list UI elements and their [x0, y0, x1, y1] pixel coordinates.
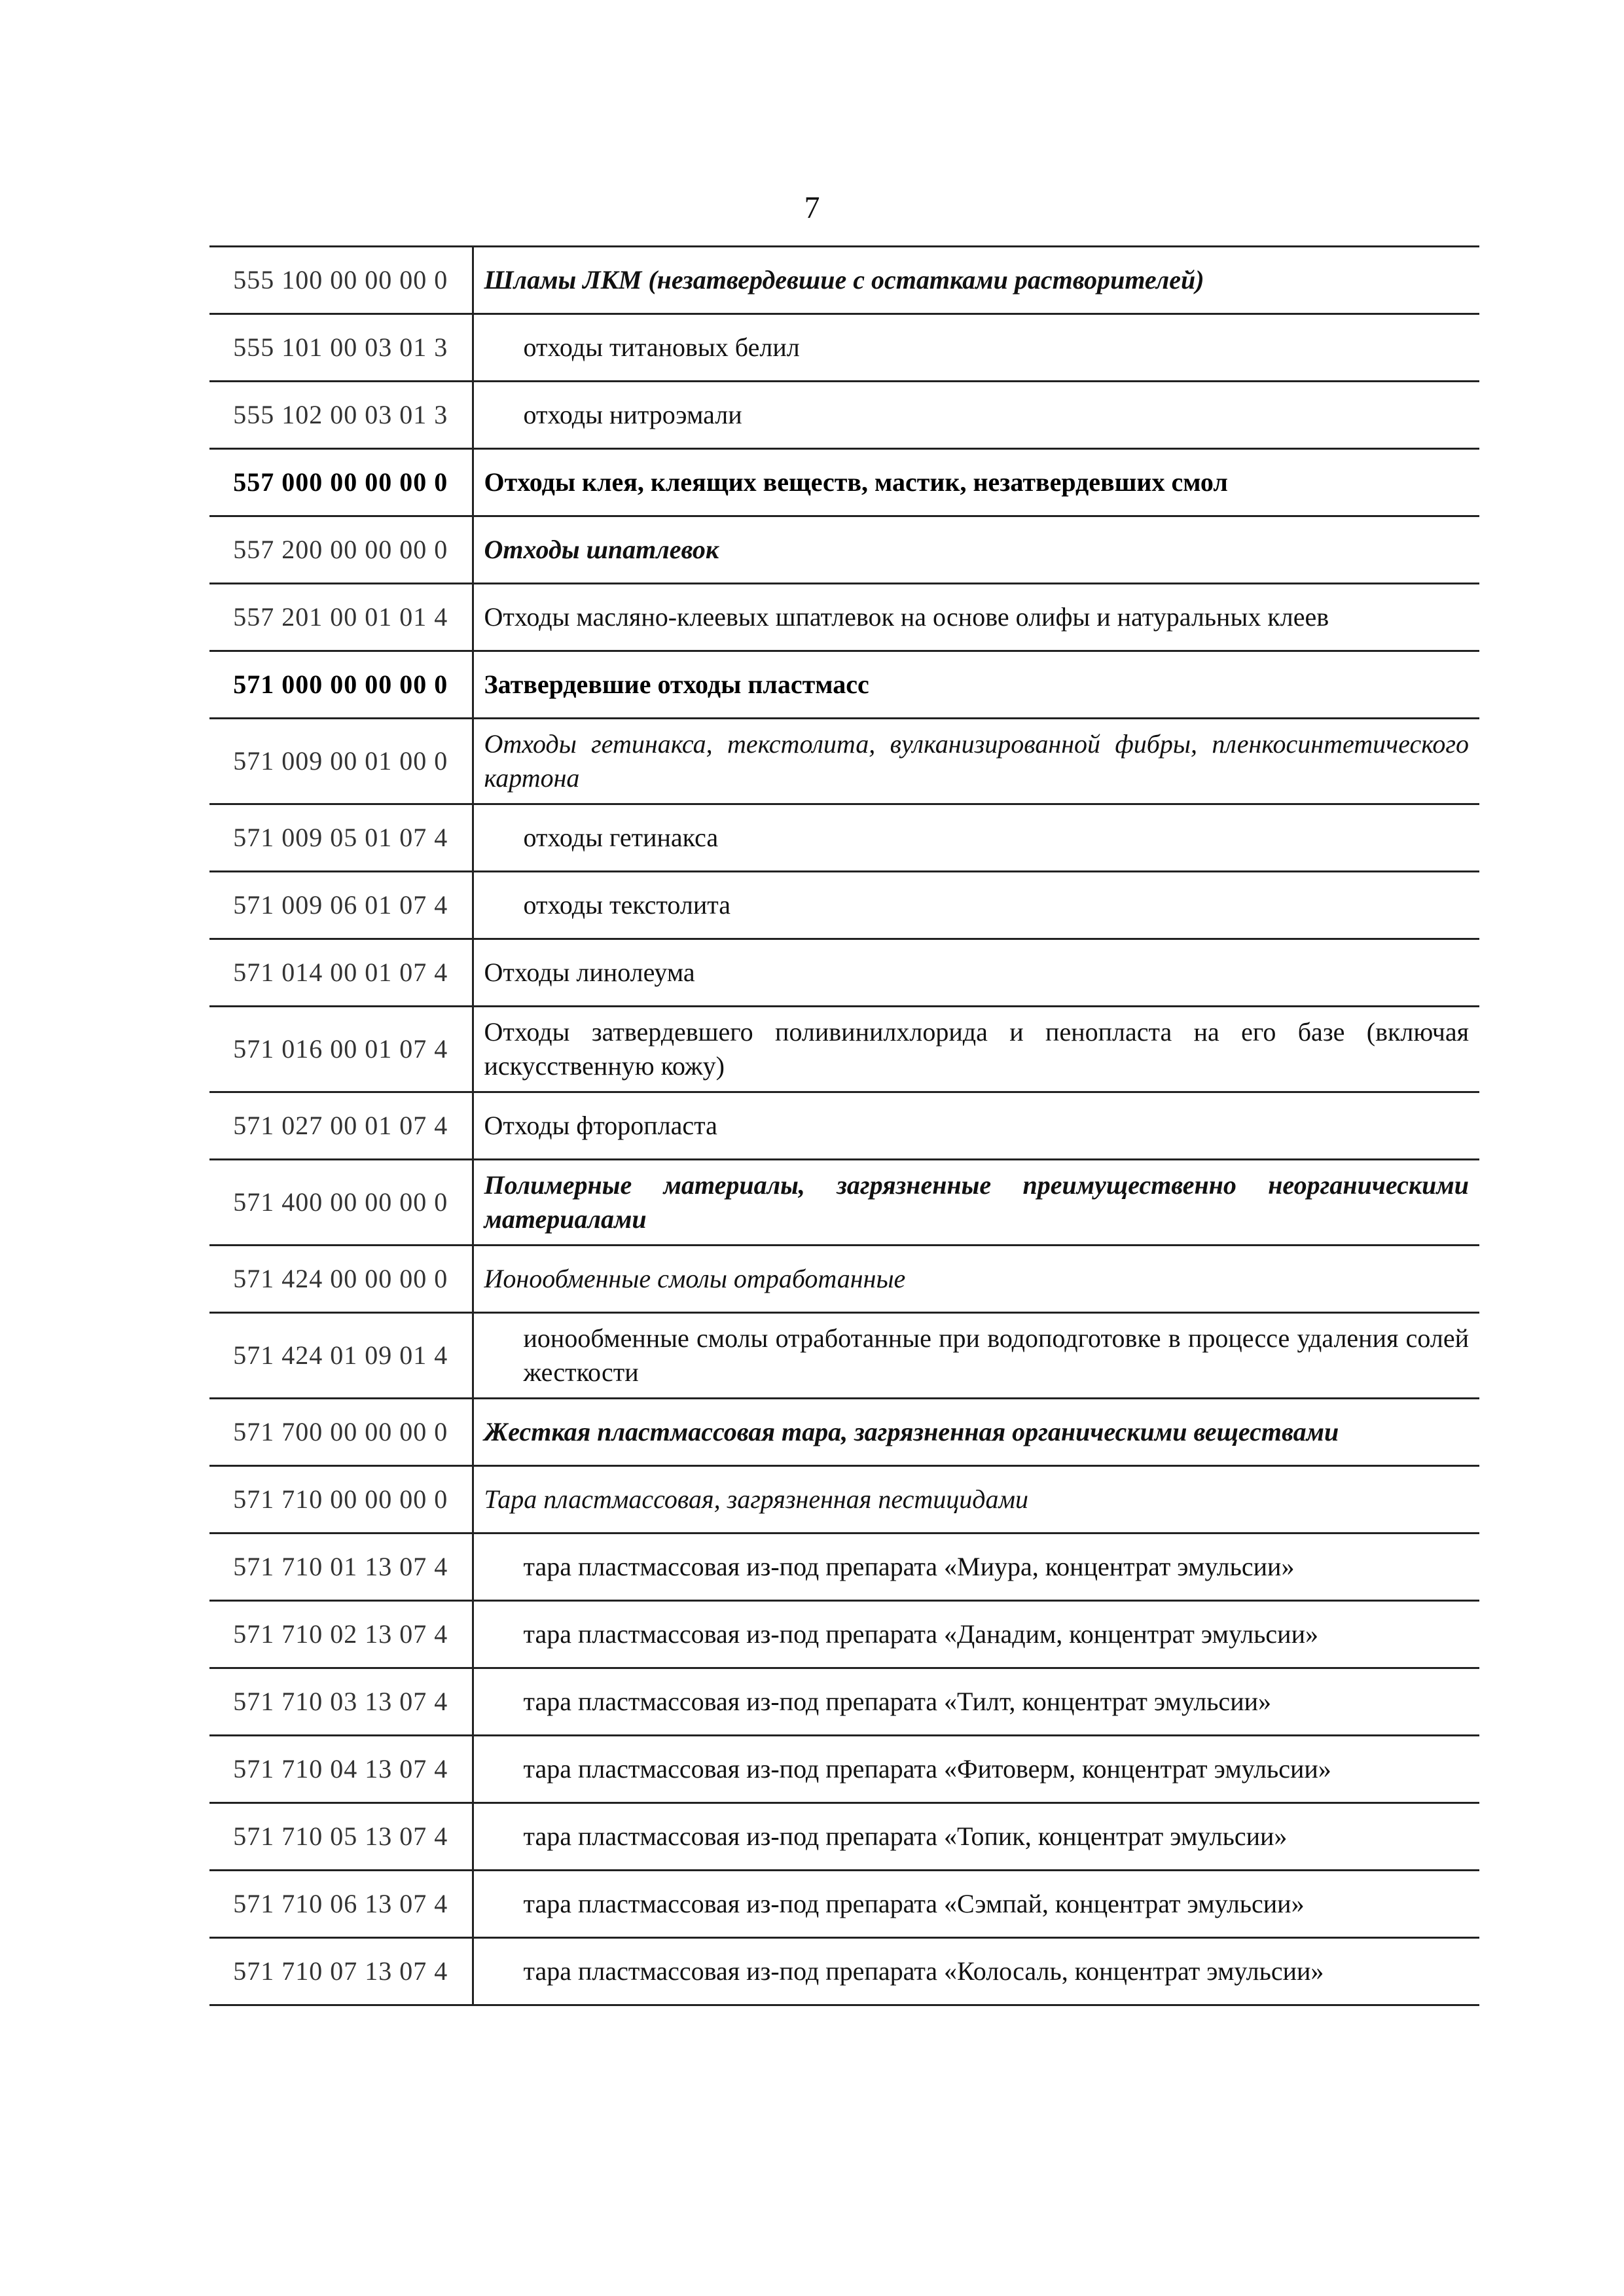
waste-description: отходы титановых белил — [473, 314, 1479, 382]
table-row — [209, 1938, 1479, 2005]
waste-description: Отходы шпатлевок — [473, 516, 1479, 584]
waste-description: тара пластмассовая из-под препарата «Топик, концентрат эмульсии» — [473, 1803, 1479, 1871]
waste-description: Шламы ЛКМ (незатвердевшие с остатками растворителей) — [473, 247, 1479, 314]
table-row — [209, 719, 1479, 804]
waste-code: 571 710 04 13 07 4 — [209, 1736, 473, 1803]
table-row — [209, 1399, 1479, 1466]
waste-code: 571 016 00 01 07 4 — [209, 1007, 473, 1092]
waste-code: 571 009 05 01 07 4 — [209, 804, 473, 872]
waste-description: тара пластмассовая из-под препарата «Колосаль, концентрат эмульсии» — [473, 1938, 1479, 2005]
table-row — [209, 939, 1479, 1007]
waste-code: 571 710 03 13 07 4 — [209, 1668, 473, 1736]
waste-description: Ионообменные смолы отработанные — [473, 1246, 1479, 1313]
table-row — [209, 584, 1479, 651]
waste-code: 557 201 00 01 01 4 — [209, 584, 473, 651]
table-row — [209, 1803, 1479, 1871]
waste-description: Отходы затвердевшего поливинилхлорида и пенопласта на его базе (включая искусственную кожу) — [473, 1007, 1479, 1092]
waste-description: отходы гетинакса — [473, 804, 1479, 872]
waste-description: Тара пластмассовая, загрязненная пестицидами — [473, 1466, 1479, 1534]
waste-code: 571 710 01 13 07 4 — [209, 1534, 473, 1601]
waste-description: тара пластмассовая из-под препарата «Данадим, концентрат эмульсии» — [473, 1601, 1479, 1668]
table-row — [209, 314, 1479, 382]
waste-description: отходы нитроэмали — [473, 382, 1479, 449]
table-row — [209, 804, 1479, 872]
waste-code: 571 700 00 00 00 0 — [209, 1399, 473, 1466]
waste-code: 571 009 06 01 07 4 — [209, 872, 473, 939]
waste-code: 571 009 00 01 00 0 — [209, 719, 473, 804]
page-number: 7 — [804, 190, 820, 225]
table-row — [209, 1601, 1479, 1668]
waste-description: Отходы клея, клеящих веществ, мастик, незатвердевших смол — [473, 449, 1479, 516]
waste-code: 571 027 00 01 07 4 — [209, 1092, 473, 1160]
waste-code: 571 014 00 01 07 4 — [209, 939, 473, 1007]
waste-description: Затвердевшие отходы пластмасс — [473, 651, 1479, 719]
waste-description: Отходы масляно-клеевых шпатлевок на основе олифы и натуральных клеев — [473, 584, 1479, 651]
table-row — [209, 1466, 1479, 1534]
table-row — [209, 1007, 1479, 1092]
table-row — [209, 1160, 1479, 1246]
waste-description: Полимерные материалы, загрязненные преимущественно неорганическими материалами — [473, 1160, 1479, 1246]
table-row — [209, 516, 1479, 584]
waste-code: 557 200 00 00 00 0 — [209, 516, 473, 584]
table-row — [209, 1668, 1479, 1736]
waste-description: тара пластмассовая из-под препарата «Тилт, концентрат эмульсии» — [473, 1668, 1479, 1736]
waste-description: Отходы линолеума — [473, 939, 1479, 1007]
waste-code: 571 424 01 09 01 4 — [209, 1313, 473, 1399]
waste-code: 571 000 00 00 00 0 — [209, 651, 473, 719]
waste-code: 571 710 05 13 07 4 — [209, 1803, 473, 1871]
waste-description: ионообменные смолы отработанные при водоподготовке в процессе удаления солей жесткости — [473, 1313, 1479, 1399]
table-row — [209, 247, 1479, 314]
waste-description: тара пластмассовая из-под препарата «Миура, концентрат эмульсии» — [473, 1534, 1479, 1601]
waste-code: 557 000 00 00 00 0 — [209, 449, 473, 516]
waste-code: 571 710 02 13 07 4 — [209, 1601, 473, 1668]
waste-code: 571 710 00 00 00 0 — [209, 1466, 473, 1534]
table-row — [209, 1092, 1479, 1160]
table-row — [209, 382, 1479, 449]
waste-code: 555 102 00 03 01 3 — [209, 382, 473, 449]
waste-code: 571 710 07 13 07 4 — [209, 1938, 473, 2005]
waste-description: Жесткая пластмассовая тара, загрязненная органическими веществами — [473, 1399, 1479, 1466]
table-row — [209, 1736, 1479, 1803]
waste-description: тара пластмассовая из-под препарата «Сэмпай, концентрат эмульсии» — [473, 1871, 1479, 1938]
table-row — [209, 449, 1479, 516]
waste-code: 555 101 00 03 01 3 — [209, 314, 473, 382]
table-row — [209, 1246, 1479, 1313]
waste-code: 571 400 00 00 00 0 — [209, 1160, 473, 1246]
table-row — [209, 872, 1479, 939]
waste-description: тара пластмассовая из-под препарата «Фитоверм, концентрат эмульсии» — [473, 1736, 1479, 1803]
waste-description: отходы текстолита — [473, 872, 1479, 939]
waste-code: 571 424 00 00 00 0 — [209, 1246, 473, 1313]
table-row — [209, 1534, 1479, 1601]
table-row — [209, 1313, 1479, 1399]
waste-code: 571 710 06 13 07 4 — [209, 1871, 473, 1938]
waste-description: Отходы фторопласта — [473, 1092, 1479, 1160]
waste-code-table — [209, 245, 1479, 2006]
table-row — [209, 651, 1479, 719]
waste-description: Отходы гетинакса, текстолита, вулканизированной фибры, пленкосинтетического картона — [473, 719, 1479, 804]
waste-code: 555 100 00 00 00 0 — [209, 247, 473, 314]
table-row — [209, 1871, 1479, 1938]
